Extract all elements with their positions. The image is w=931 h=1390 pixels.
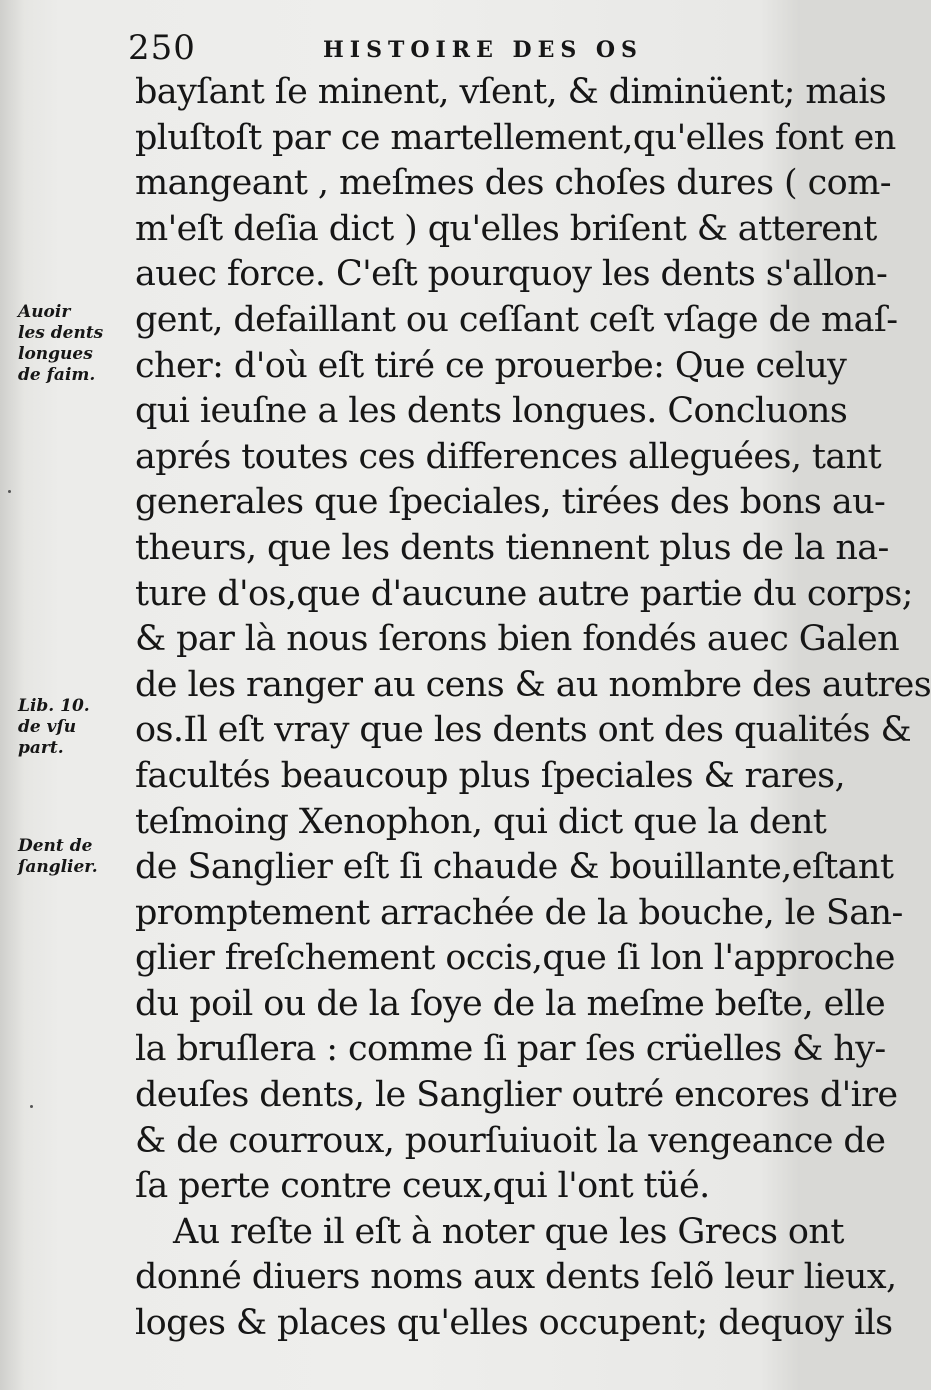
text-line: & de courroux, pourſuiuoit la vengeance de [135,1120,886,1161]
text-line: & par là nous ſerons bien fondés auec Galen [135,619,900,660]
margin-note-dents-longues [18,302,136,386]
text-line: deuſes dents, le Sanglier outré encores d'ire [135,1075,898,1116]
margin-note-line: les dents [18,323,104,343]
page-number: 250 [128,28,196,68]
text-line: gent, defaillant ou ceſſant ceſt vſage de maſ- [135,299,898,340]
text-line: theurs, que les dents tiennent plus de la na- [135,527,889,568]
margin-note-line: part. [18,738,64,758]
text-line: pluſtoſt par ce martellement,qu'elles font en [135,117,896,158]
margin-note-dent-de-sanglier [18,836,136,878]
text-line: auec force. C'eſt pourquoy les dents s'allon- [135,254,888,295]
text-line: qui ieuſne a les dents longues. Concluons [135,391,848,432]
margin-note-line: longues [18,344,93,364]
margin-note-line: Auoir [18,302,71,322]
text-line: promptement arrachée de la bouche, le San- [135,892,903,933]
text-line: de Sanglier eſt ſi chaude & bouillante,eſtant [135,847,894,888]
text-line: ſa perte contre ceux,qui l'ont tüé. [135,1166,710,1207]
margin-note-line: Dent de [18,836,93,856]
paper-speck [8,490,11,493]
text-line: m'eſt deſia dict ) qu'elles briſent & atterent [135,208,877,249]
margin-note-line: Lib. 10. [18,696,90,716]
text-line: mangeant , meſmes des choſes dures ( com- [135,163,891,204]
text-line: la bruſlera : comme ſi par ſes crüelles & hy- [135,1029,886,1070]
running-head: HISTOIRE DES OS [323,37,643,63]
text-line: ture d'os,que d'aucune autre partie du corps; [135,573,913,614]
text-line: facultés beaucoup plus ſpeciales & rares, [135,755,846,796]
body-text [135,70,931,1347]
margin-note-galen-reference [18,696,136,759]
text-line: donné diuers noms aux dents ſelõ leur lieux, [135,1257,897,1298]
text-line: teſmoing Xenophon, qui dict que la dent [135,801,827,842]
margin-note-line: ſanglier. [18,857,98,877]
text-line: os.Il eſt vray que les dents ont des qualités & [135,710,912,751]
text-line: du poil ou de la ſoye de la meſme beſte, elle [135,983,886,1024]
text-line: generales que ſpeciales, tirées des bons au- [135,482,886,523]
margin-note-line: de faim. [18,365,96,385]
text-line: bayſant ſe minent, vſent, & diminüent; mais [135,72,887,112]
text-line: loges & places qu'elles occupent; dequoy ils [135,1303,893,1344]
text-line: Au reſte il eſt à noter que les Grecs ont [173,1211,844,1252]
margin-note-line: de vſu [18,717,77,737]
page-header [128,26,668,70]
text-line: cher: d'où eſt tiré ce prouerbe: Que celuy [135,345,847,386]
text-line: de les ranger au cens & au nombre des autres [135,664,931,705]
paper-speck [30,1105,33,1108]
text-line: glier freſchement occis,que ſi lon l'approche [135,938,895,979]
text-line: aprés toutes ces differences alleguées, tant [135,436,882,477]
